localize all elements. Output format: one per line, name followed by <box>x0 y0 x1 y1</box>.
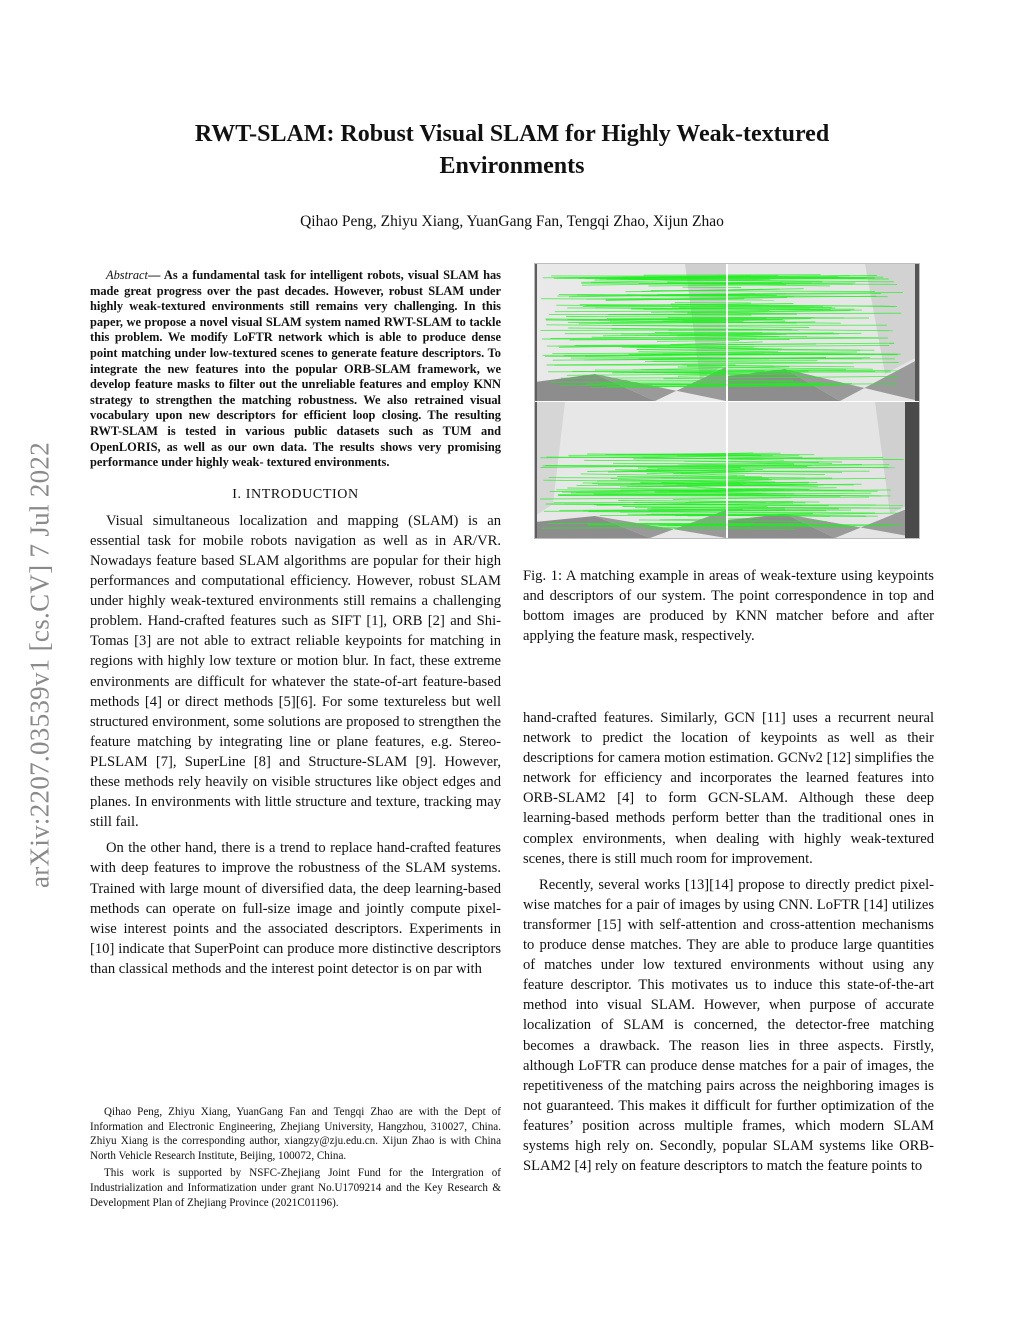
footnote-affiliations: Qihao Peng, Zhiyu Xiang, YuanGang Fan and Tengqi Zhao are with the Dept of Information and Electronic Engineering, Zhejiang University, Hangzhou, 310027, China. Zhiyu Xiang is the corresponding author, xiangzy@zju.edu.cn. Xijun Zhao is with China North Vehicle Research Institute, Beijing, 100072, China. <box>90 1106 501 1162</box>
figure-caption: Fig. 1: A matching example in areas of weak-texture using keypoints and descriptors of our system. The point correspondence in top and bottom images are produced by KNN matcher before and after applying the feature mask, respectively. <box>523 568 934 645</box>
match-line <box>608 315 752 316</box>
abstract-dash: — <box>148 268 161 282</box>
footnote-funding: This work is supported by NSFC-Zhejiang Joint Fund for the Intergration of Industrialization and Informatization under grant No.U1709214 and the Key Research & Development Plan of Zhejiang Province (2021C01196). <box>90 1167 501 1209</box>
match-line <box>641 296 794 297</box>
author-list: Qihao Peng, Zhiyu Xiang, YuanGang Fan, Tengqi Zhao, Xijun Zhao <box>300 213 724 230</box>
figure-matching-example <box>534 263 920 539</box>
match-line <box>616 380 793 381</box>
footnotes <box>90 1105 501 1213</box>
intro-paragraph: On the other hand, there is a trend to replace hand-crafted features with deep features to improve the robustness of the SLAM systems. Trained with large mount of diversified data, the deep learning-based methods can operate on full-size image and jointly compute pixel-wise interest points and the associated descriptors. Experiments in [10] indicate that SuperPoint can produce more distinctive descriptors than classical methods and the interest point detector is on par with <box>90 840 501 977</box>
abstract-text: As a fundamental task for intelligent robots, visual SLAM has made great progress over the past decades. However, robust SLAM under highly weak-textured environments still remains very challenging. In this paper, we propose a novel visual SLAM system named RWT-SLAM to tackle this problem. We modify LoFTR network which is able to produce dense point matching under low-textured scenes to generate feature descriptors. To integrate the new features into the popular ORB-SLAM framework, we develop feature masks to filter out the unreliable features and employ KNN strategy to strengthen the matching robustness. We also retrained visual vocabulary upon new descriptors for efficient loop closing. The resulting RWT-SLAM is tested in various public datasets such as TUM and OpenLORIS, as well as our own data. The results shows very promising performance under highly weak- textured environments. <box>90 268 501 470</box>
matching-image-pair <box>535 264 919 538</box>
match-line <box>551 276 838 277</box>
right-column <box>523 708 934 1182</box>
match-line <box>653 361 818 362</box>
body-paragraph: Recently, several works [13][14] propose to directly predict pixel-wise matches for a pair of images by using CNN. LoFTR [14] utilizes transformer [15] with self-attention and cross-attention mechanisms to produce dense matches. They are able to produce large quantities of matches under low textured environments without using any feature descriptor. This motivates us to induce this state-of-the-art method into visual SLAM. However, when purpose of accurate localization of SLAM is concerned, the detector-free matching becomes a drawback. The reason lies in three aspects. Firstly, although LoFTR can produce dense matches for a pair of images, the repetitiveness of the matching pairs across the neighboring images is not guaranteed. This makes it difficult for further optimization of the features’ position across multiple frames, which modern SLAM systems high rely on. Secondly, popular SLAM systems like ORB-SLAM2 [4] rely on feature descriptors to match the feature points to <box>523 876 934 1175</box>
match-line <box>659 525 751 526</box>
intro-paragraph: Visual simultaneous localization and mapping (SLAM) is an essential task for mobile robots navigation as well as in AR/VR. Nowadays feature based SLAM algorithms are popular for their high performances and computational efficiency. However, robust SLAM under highly weak-textured environments still remains a challenging problem. Hand-crafted features such as SIFT [1], ORB [2] and Shi-Tomas [3] are not able to extract reliable keypoints for matching in regions with highly low texture or motion blur. In fact, these extreme environments are difficult for whatever the state-of-art feature-based methods [4] or direct methods [5][6]. For some textureless but well structured environment, some solutions are proposed to strengthen the feature matching by integrating line or plane features, e.g. Stereo-PLSLAM [7], SuperLine [8] and Structure-SLAM [9]. However, these methods rely heavily on visible structures like object edges and planes. In environments with little structure and texture, tracking may still fail. <box>90 512 501 831</box>
section-heading-introduction: I. INTRODUCTION <box>232 486 359 502</box>
match-line <box>540 330 753 331</box>
arxiv-identifier: arXiv:2207.03539v1 [cs.CV] 7 Jul 2022 <box>24 441 55 889</box>
body-paragraph: hand-crafted features. Similarly, GCN [11] uses a recurrent neural network to predict the location of keypoints as well as their descriptions for camera motion estimation. GCNv2 [12] simplifies the network for efficiency and incorporates the learned features into ORB-SLAM2 [4] to form GCN-SLAM. Although these deep learning-based methods perform better than the traditional ones in complex environments, when dealing with highly weak-textured scenes, there is still much room for improvement. <box>523 710 934 867</box>
abstract <box>90 268 501 471</box>
match-line <box>630 455 772 456</box>
left-column <box>90 268 501 985</box>
paper-title: RWT-SLAM: Robust Visual SLAM for Highly Weak-textured Environments <box>194 121 830 179</box>
match-line <box>644 275 821 276</box>
abstract-label: Abstract <box>106 268 148 282</box>
